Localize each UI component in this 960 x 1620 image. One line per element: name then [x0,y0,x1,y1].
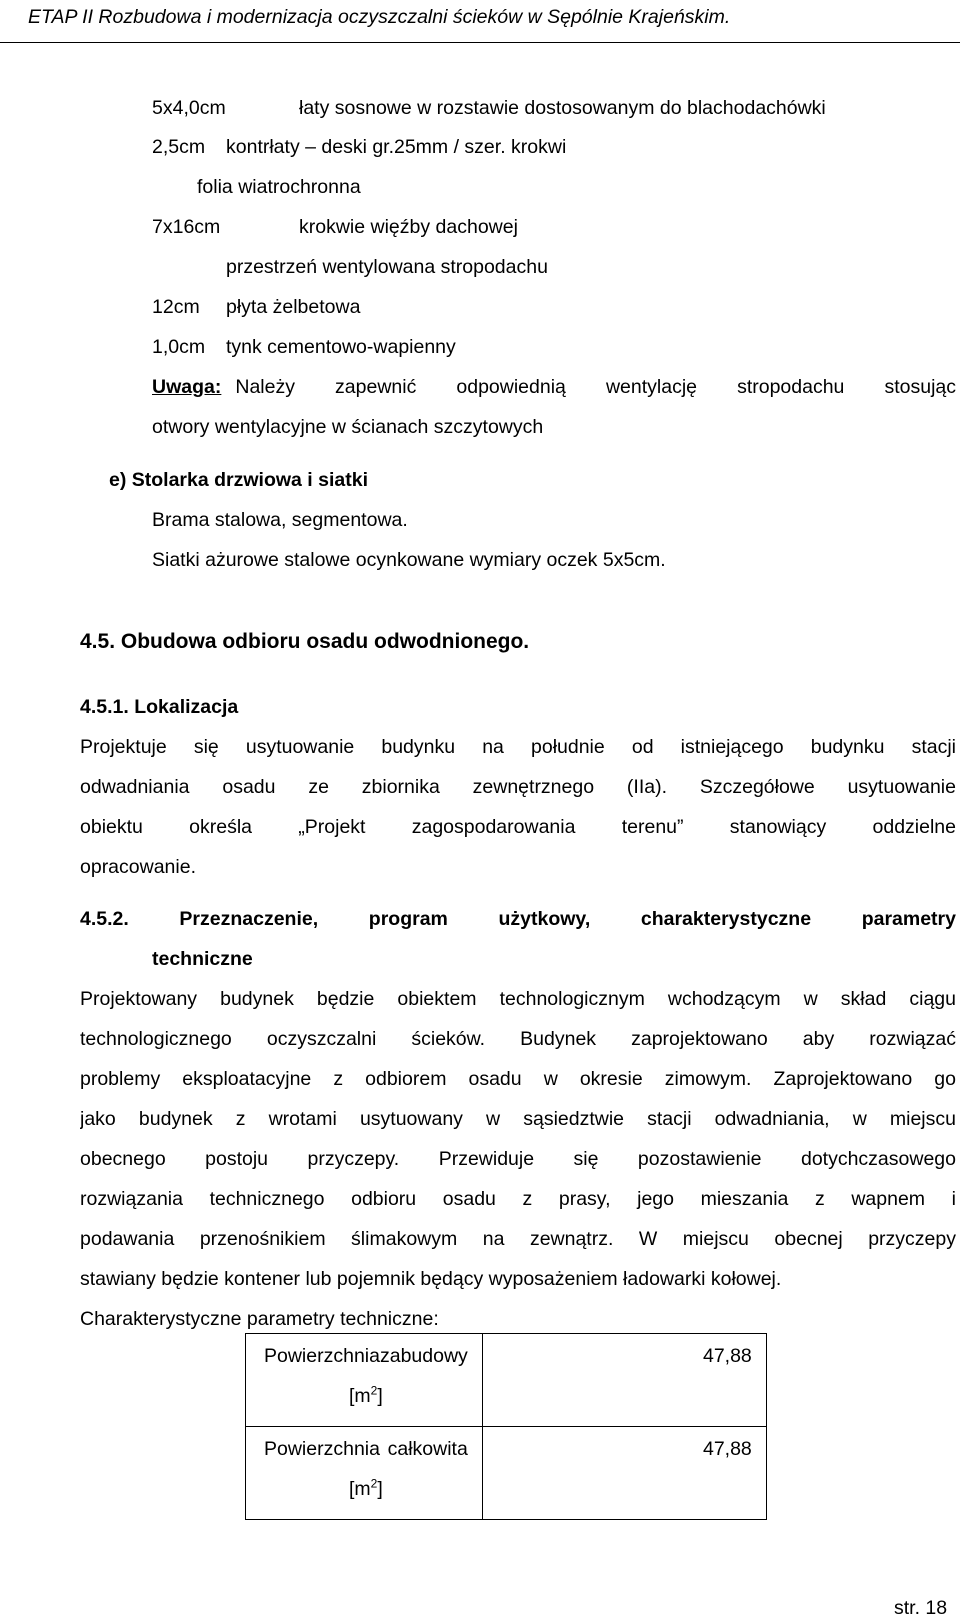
note-text: Należy zapewnić odpowiednią wentylację stropodachu stosując [235,376,956,398]
page-header [0,0,960,43]
table-row [246,1427,767,1520]
paragraph-line: technologicznego oczyszczalni ścieków. Budynek zaprojektowano aby rozwiązać [80,1028,956,1050]
unit-text: $[m^2]$ [349,1383,383,1407]
section-e-text: Siatki ażurowe stalowe ocynkowane wymiary oczek 5x5cm. [152,549,666,571]
layer-dim: 2,5cm [152,136,206,158]
label-text: całkowita [387,1438,468,1460]
paragraph-line: Projektuje się usytuowanie budynku na południe od istniejącego budynku stacji [80,736,956,758]
table-cell-value: 47,88 [482,1334,766,1427]
subsection-heading-cont: techniczne [152,948,253,970]
parameters-table [245,1333,767,1520]
label-text: Powierzchnia [264,1438,380,1460]
layer-desc: kontrłaty – deski gr.25mm / szer. krokwi [226,136,567,158]
page-number: str. 18 [894,1597,948,1619]
layer-desc: krokwie więźby dachowej [299,216,518,238]
unit-text: $[m^2]$ [349,1476,383,1500]
label-text: Powierzchnia [264,1345,380,1367]
document-title: ETAP II Rozbudowa i modernizacja oczyszczalni ścieków w Sępólnie Krajeńskim. [28,6,731,28]
paragraph-line: rozwiązania technicznego odbioru osadu z prasy, jego mieszania z wapnem i [80,1188,956,1210]
paragraph-line: obiektu określa „Projekt zagospodarowania terenu” stanowiący oddzielne [80,816,956,838]
section-e-heading: e) Stolarka drzwiowa i siatki [109,469,369,491]
layer-desc: płyta żelbetowa [226,296,361,318]
paragraph-line: opracowanie. [80,856,196,878]
paragraph-line: stawiany będzie kontener lub pojemnik będący wyposażeniem ładowarki kołowej. [80,1268,782,1290]
table-cell-label [246,1334,483,1427]
paragraph-line: odwadniania osadu ze zbiornika zewnętrznego (IIa). Szczegółowe usytuowanie [80,776,956,798]
note-text-cont: otwory wentylacyjne w ścianach szczytowych [152,416,544,438]
table-cell-label [246,1427,483,1520]
paragraph-line: Charakterystyczne parametry techniczne: [80,1308,439,1330]
layer-dim: 7x16cm [152,216,221,238]
subsection-heading: 4.5.1. Lokalizacja [80,696,239,718]
section-heading: 4.5. Obudowa odbioru osadu odwodnionego. [80,630,530,653]
section-e-text: Brama stalowa, segmentowa. [152,509,408,531]
paragraph-line: obecnego postoju przyczepy. Przewiduje się pozostawienie dotychczasowego [80,1148,956,1170]
paragraph-line: jako budynek z wrotami usytuowany w sąsiedztwie stacji odwadniania, w miejscu [80,1108,956,1130]
note-line [152,375,956,399]
layer-dim: 12cm [152,296,200,318]
table-cell-value: 47,88 [482,1427,766,1520]
paragraph-line: Projektowany budynek będzie obiektem technologicznym wchodzącym w skład ciągu [80,988,956,1010]
paragraph-line: problemy eksploatacyjne z odbiorem osadu w okresie zimowym. Zaprojektowano go [80,1068,956,1090]
layer-desc: tynk cementowo-wapienny [226,336,456,358]
table-row [246,1334,767,1427]
label-text: zabudowy [379,1345,468,1367]
layer-desc: folia wiatrochronna [197,176,361,198]
paragraph-line: podawania przenośnikiem ślimakowym na zewnątrz. W miejscu obecnej przyczepy [80,1228,956,1250]
layer-desc: przestrzeń wentylowana stropodachu [226,256,548,278]
layer-dim: 5x4,0cm [152,97,226,119]
layer-dim: 1,0cm [152,336,206,358]
note-label: Uwaga: [152,376,222,398]
layer-desc: łaty sosnowe w rozstawie dostosowanym do blachodachówki [299,97,826,119]
subsection-heading: 4.5.2. Przeznaczenie, program użytkowy, charakterystyczne parametry [80,908,956,930]
